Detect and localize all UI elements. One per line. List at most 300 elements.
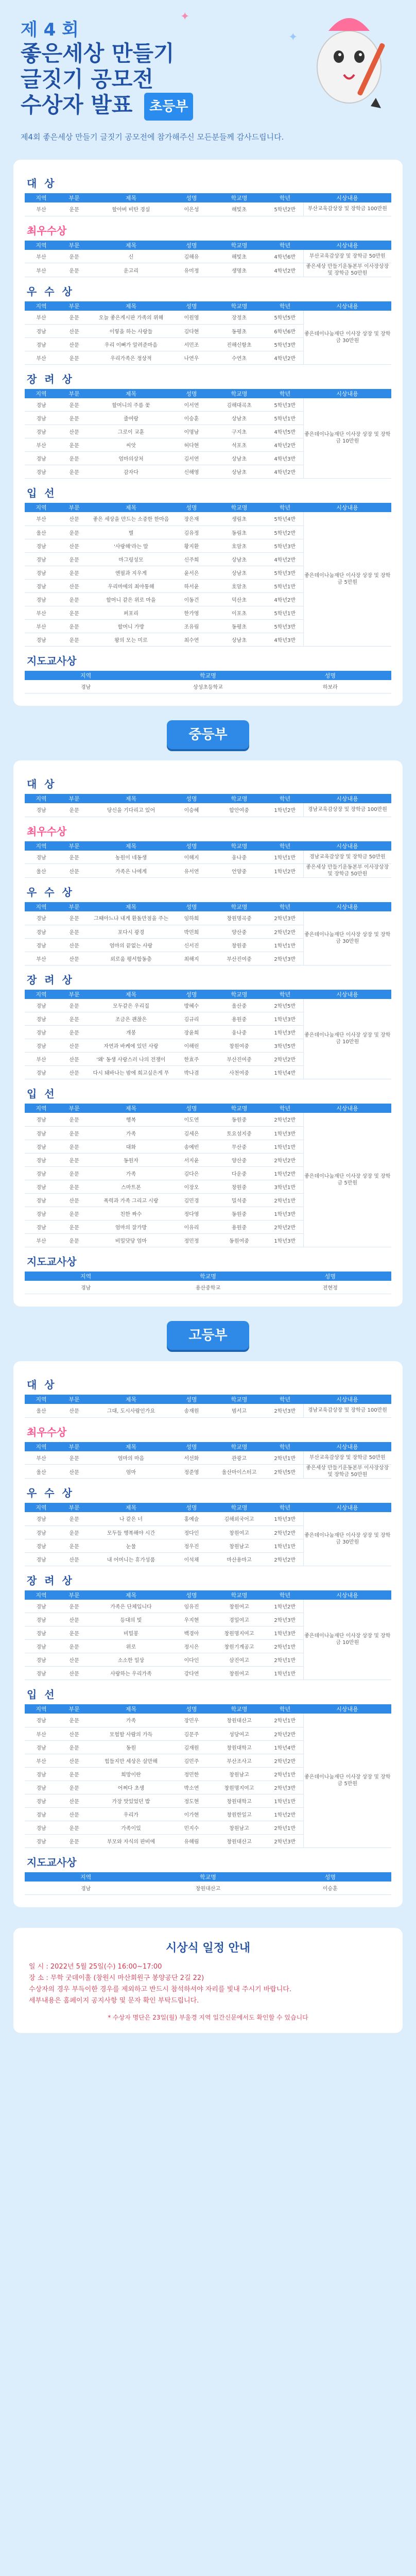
table-cell: 감자다 bbox=[91, 465, 171, 479]
table-cell: 경일여고 bbox=[212, 1613, 267, 1626]
section-title: 입 선 bbox=[27, 1688, 57, 1701]
table-cell: 울산 bbox=[25, 1465, 58, 1479]
table-cell: 부산진여중 bbox=[212, 1053, 267, 1066]
table-cell: 경남 bbox=[25, 911, 58, 925]
table-cell: 위로 bbox=[91, 1640, 171, 1653]
table-cell: 창원중 bbox=[212, 1180, 267, 1193]
table-cell: 5학년1반 bbox=[267, 412, 303, 425]
table-cell: 외로움 평서함동층 bbox=[91, 952, 171, 965]
table-cell: 동림초 bbox=[212, 526, 267, 539]
column-header: 성명 bbox=[171, 1395, 212, 1404]
table-cell: 이가현 bbox=[171, 1807, 212, 1821]
award-table bbox=[25, 794, 391, 817]
column-header: 성명 bbox=[171, 193, 212, 202]
table-cell: 2학년5반 bbox=[267, 999, 303, 1012]
table-cell: 경남 bbox=[25, 680, 147, 693]
table-cell: 다운중 bbox=[212, 1166, 267, 1180]
table-cell: 경남 bbox=[25, 1026, 58, 1039]
table-cell: 1학년3반 bbox=[267, 1012, 303, 1026]
table-cell: 울산중 bbox=[212, 999, 267, 1012]
table-row bbox=[25, 1113, 391, 1126]
column-header: 지역 bbox=[25, 1442, 58, 1451]
table-cell: 우리가족은 정상적 bbox=[91, 351, 171, 364]
table-cell: 경남 bbox=[25, 1220, 58, 1233]
table-cell: 산문 bbox=[58, 952, 91, 965]
table-cell: 비밀봉 bbox=[91, 1626, 171, 1640]
table-cell: 운문 bbox=[58, 1207, 91, 1220]
division-panel bbox=[13, 760, 403, 1307]
award-detail: 좋은데이나눔재단 이사장 상장 및 장학금 10만원 bbox=[303, 398, 391, 479]
award-detail: 좋은데이나눔재단 이사장 상장 및 장학금 5만원 bbox=[303, 1714, 391, 1848]
award-detail: 경남교육감상장 및 장학금 100만원 bbox=[303, 803, 391, 817]
table-cell: 1학년1반 bbox=[267, 1667, 303, 1680]
table-cell: 운문 bbox=[58, 1026, 91, 1039]
table-cell: 운문 bbox=[58, 1714, 91, 1727]
table-cell: 할머니 같은 위로 마을 bbox=[91, 592, 171, 606]
table-cell: 성당여고 bbox=[212, 1727, 267, 1740]
award-table bbox=[25, 990, 391, 1080]
table-cell: 우리가 bbox=[91, 1807, 171, 1821]
confetti-icon: ✦ bbox=[288, 31, 298, 44]
table-row bbox=[25, 1404, 391, 1417]
table-cell: 창원대산고 bbox=[212, 1834, 267, 1848]
column-header: 학교명 bbox=[147, 671, 269, 680]
award-detail: 좋은데이나눔재단 이사장 상장 및 장학금 30만원 bbox=[303, 311, 391, 364]
table-cell: 친한 짜수 bbox=[91, 1207, 171, 1220]
table-cell: 산문 bbox=[58, 1653, 91, 1667]
award-table bbox=[25, 389, 391, 479]
table-cell: 모두같은 우리집 bbox=[91, 999, 171, 1012]
table-cell: 용원중 bbox=[212, 1220, 267, 1233]
table-cell: 내 어머니는 휴가성품 bbox=[91, 1552, 171, 1566]
table-cell: 가족 bbox=[91, 1126, 171, 1140]
column-header: 성명 bbox=[171, 1704, 212, 1714]
column-header: 부문 bbox=[58, 301, 91, 311]
table-cell: 1학년1반 bbox=[267, 1539, 303, 1552]
table-cell: 나 같은 너 bbox=[91, 1512, 171, 1526]
table-cell: 운문 bbox=[58, 1166, 91, 1180]
table-cell: 그대, 도시사람인가요 bbox=[91, 1404, 171, 1417]
section-title: 장 려 상 bbox=[27, 372, 74, 385]
table-cell: 서민조 bbox=[171, 337, 212, 351]
header bbox=[0, 0, 416, 160]
section-title: 장 려 상 bbox=[27, 973, 74, 986]
award-table bbox=[25, 902, 391, 965]
column-header: 학교명 bbox=[212, 794, 267, 803]
table-cell: 부산 bbox=[25, 1053, 58, 1066]
column-header: 지역 bbox=[25, 193, 58, 202]
table-cell: 산문 bbox=[58, 1465, 91, 1479]
table-cell: 양산중 bbox=[212, 1153, 267, 1166]
table-cell: 1학년1반 bbox=[267, 1794, 303, 1807]
table-cell: 경남 bbox=[25, 1653, 58, 1667]
table-cell: 2학년2반 bbox=[267, 925, 303, 938]
table-cell: 운문 bbox=[58, 606, 91, 619]
table-row bbox=[25, 1451, 391, 1465]
column-header: 성명 bbox=[171, 301, 212, 311]
table-cell: 신 bbox=[91, 250, 171, 263]
column-header: 학년 bbox=[267, 1442, 303, 1451]
table-cell: 부산 bbox=[25, 438, 58, 452]
award-detail: 부산교육감상장 및 장학금 50만원 bbox=[303, 250, 391, 263]
table-cell: 2학년2반 bbox=[267, 1754, 303, 1767]
table-row bbox=[25, 1882, 391, 1895]
round-label: 제 4 회 bbox=[21, 20, 79, 40]
table-cell: 산문 bbox=[58, 1404, 91, 1417]
table-cell: 창원한일고 bbox=[212, 1807, 267, 1821]
table-cell: 운문 bbox=[58, 1767, 91, 1781]
table-cell: 산문 bbox=[58, 1613, 91, 1626]
column-header: 부문 bbox=[58, 503, 91, 512]
award-detail: 좋은데이나눔재단 이사장 상장 및 장학금 5만원 bbox=[303, 1113, 391, 1247]
table-cell: 방혜수 bbox=[171, 999, 212, 1012]
table-cell: 산문 bbox=[58, 1039, 91, 1053]
table-cell: 1학년3반 bbox=[267, 1512, 303, 1526]
table-cell: 경남 bbox=[25, 398, 58, 412]
column-header: 지역 bbox=[25, 671, 147, 680]
table-cell: 운문 bbox=[58, 311, 91, 324]
column-header: 제목 bbox=[91, 503, 171, 512]
table-cell: 하보라 bbox=[269, 680, 391, 693]
table-cell: 5학년1반 bbox=[267, 579, 303, 592]
column-header: 성명 bbox=[171, 990, 212, 999]
section-title: 최우수상 bbox=[27, 825, 67, 838]
table-cell: 이해린 bbox=[171, 1039, 212, 1053]
table-cell: 마그링성모 bbox=[91, 552, 171, 566]
table-cell: 운문 bbox=[58, 351, 91, 364]
award-table bbox=[25, 1503, 391, 1566]
table-cell: 경남 bbox=[25, 633, 58, 646]
column-header: 부문 bbox=[58, 1704, 91, 1714]
award-detail: 좋은데이나눔재단 이사장 상장 및 장학금 10만원 bbox=[303, 999, 391, 1079]
table-cell: 2학년3반 bbox=[267, 911, 303, 925]
table-cell: 산문 bbox=[58, 539, 91, 552]
table-cell: 마산용마고 bbox=[212, 1552, 267, 1566]
table-cell: 민지수 bbox=[171, 1821, 212, 1834]
table-cell: 부산 bbox=[25, 952, 58, 965]
column-header: 시상내용 bbox=[303, 1395, 391, 1404]
column-header: 부문 bbox=[58, 241, 91, 250]
table-cell: 2학년1반 bbox=[267, 1714, 303, 1727]
table-cell: 1학년2반 bbox=[267, 1600, 303, 1613]
table-cell: 유서연 bbox=[171, 864, 212, 878]
column-header: 제목 bbox=[91, 1503, 171, 1512]
award-table bbox=[25, 841, 391, 878]
table-cell: 합안여중 bbox=[212, 803, 267, 817]
table-cell: 2학년3반 bbox=[267, 1781, 303, 1794]
table-cell: 이석채 bbox=[171, 1552, 212, 1566]
table-cell: 경남 bbox=[25, 1667, 58, 1680]
table-cell: 김해외국어고 bbox=[212, 1512, 267, 1526]
table-cell: 부산 bbox=[25, 1754, 58, 1767]
title-line-3-text: 수상자 발표 bbox=[21, 92, 133, 117]
table-cell: 운문 bbox=[58, 1220, 91, 1233]
table-cell: 그때아느냐 내게 환돌만점을 주는 bbox=[91, 911, 171, 925]
column-header: 지역 bbox=[25, 503, 58, 512]
table-cell: 경남 bbox=[25, 1066, 58, 1079]
column-header: 성명 bbox=[171, 389, 212, 398]
table-cell: 박나겸 bbox=[171, 1066, 212, 1079]
division-badge: 중등부 bbox=[167, 720, 249, 749]
table-cell: 모두들 행복해야 시간 bbox=[91, 1526, 171, 1539]
table-cell: 상성초등학교 bbox=[147, 680, 269, 693]
table-cell: 용산중학교 bbox=[147, 1281, 269, 1294]
table-cell: 1학년4반 bbox=[267, 1740, 303, 1754]
table-cell: 4학년6반 bbox=[267, 250, 303, 263]
column-header: 제목 bbox=[91, 1442, 171, 1451]
column-header: 제목 bbox=[91, 1704, 171, 1714]
table-cell: 창원여고 bbox=[212, 1667, 267, 1680]
table-cell: 4학년2반 bbox=[267, 438, 303, 452]
table-cell: 운문 bbox=[58, 1740, 91, 1754]
table-row bbox=[25, 202, 391, 216]
table-cell: 장은재 bbox=[171, 512, 212, 526]
table-cell: 경남 bbox=[25, 1281, 147, 1294]
column-header: 시상내용 bbox=[303, 1104, 391, 1113]
column-header: 학교명 bbox=[212, 193, 267, 202]
divisions-container bbox=[0, 160, 416, 1907]
table-row bbox=[25, 398, 391, 412]
table-cell: 1학년3반 bbox=[267, 1626, 303, 1640]
mentor-table bbox=[25, 1272, 391, 1295]
table-cell: 창원대학고 bbox=[212, 1740, 267, 1754]
table-cell: 창원여고 bbox=[212, 1600, 267, 1613]
table-cell: 김문주 bbox=[171, 1727, 212, 1740]
column-header: 성명 bbox=[269, 671, 391, 680]
column-header: 학년 bbox=[267, 241, 303, 250]
column-header: 부문 bbox=[58, 1442, 91, 1451]
table-cell: 울산마이스터고 bbox=[212, 1465, 267, 1479]
table-cell: 토요섬지중 bbox=[212, 1126, 267, 1140]
column-header: 지역 bbox=[25, 1872, 147, 1882]
table-cell: 5학년3반 bbox=[267, 337, 303, 351]
table-cell: 줄여랑 bbox=[91, 412, 171, 425]
mentor-title: 지도교사상 bbox=[27, 654, 77, 667]
table-cell: 웅나중 bbox=[212, 1026, 267, 1039]
column-header: 시상내용 bbox=[303, 193, 391, 202]
table-cell: 김해대곡초 bbox=[212, 398, 267, 412]
table-cell: 비밀닷당 엄마 bbox=[91, 1233, 171, 1247]
table-cell: 운문 bbox=[58, 619, 91, 633]
table-cell: 2학년2반 bbox=[267, 1153, 303, 1166]
table-cell: 운문 bbox=[58, 592, 91, 606]
table-cell: 1학년2반 bbox=[267, 864, 303, 878]
table-cell: 울산 bbox=[25, 526, 58, 539]
table-cell: 운문 bbox=[58, 1113, 91, 1126]
column-header: 학년 bbox=[267, 1395, 303, 1404]
table-cell: 경남 bbox=[25, 465, 58, 479]
table-cell: 상남초 bbox=[212, 465, 267, 479]
table-cell: 운문 bbox=[58, 263, 91, 277]
column-header: 학년 bbox=[267, 841, 303, 851]
table-cell: 신해영 bbox=[171, 465, 212, 479]
column-header: 부문 bbox=[58, 1395, 91, 1404]
column-header: 성명 bbox=[269, 1272, 391, 1281]
column-header: 부문 bbox=[58, 990, 91, 999]
table-cell: 경남 bbox=[25, 1012, 58, 1026]
column-header: 학교명 bbox=[212, 1104, 267, 1113]
award-table bbox=[25, 503, 391, 647]
table-cell: 산문 bbox=[58, 938, 91, 952]
table-cell: 박소연 bbox=[171, 1781, 212, 1794]
thanks-note: 제4회 좋은세상 만들기 글짓기 공모전에 참가해주신 모든분들께 감사드립니다. bbox=[21, 132, 284, 142]
mascot-icon bbox=[292, 5, 395, 113]
table-cell: 운문 bbox=[58, 438, 91, 452]
column-header: 제목 bbox=[91, 241, 171, 250]
table-cell: 경남 bbox=[25, 579, 58, 592]
award-table bbox=[25, 1395, 391, 1418]
table-cell: 유미정 bbox=[171, 263, 212, 277]
table-cell: 부산 bbox=[25, 202, 58, 216]
table-cell: 경남 bbox=[25, 1640, 58, 1653]
table-cell: 경남 bbox=[25, 539, 58, 552]
column-header: 학교명 bbox=[212, 389, 267, 398]
table-cell: 오늘 좋은게시판 가족의 위해 bbox=[91, 311, 171, 324]
award-table bbox=[25, 193, 391, 216]
table-cell: 운문 bbox=[58, 999, 91, 1012]
table-cell: 우지현 bbox=[171, 1613, 212, 1626]
table-cell: 운문 bbox=[58, 1140, 91, 1153]
table-cell: 부산 bbox=[25, 1727, 58, 1740]
column-header: 학년 bbox=[267, 503, 303, 512]
table-row bbox=[25, 311, 391, 324]
award-table bbox=[25, 1442, 391, 1479]
table-cell: 김민주 bbox=[171, 1754, 212, 1767]
column-header: 제목 bbox=[91, 193, 171, 202]
table-cell: 우리 이뻐가 알려준마음 bbox=[91, 337, 171, 351]
table-cell: 송예빈 bbox=[171, 1140, 212, 1153]
table-cell: 하서윤 bbox=[171, 579, 212, 592]
column-header: 제목 bbox=[91, 794, 171, 803]
column-header: 학교명 bbox=[212, 1704, 267, 1714]
table-cell: 창원대산고 bbox=[212, 1714, 267, 1727]
table-cell: 운문 bbox=[58, 1834, 91, 1848]
table-cell: 4학년2반 bbox=[267, 592, 303, 606]
section-title: 대 상 bbox=[27, 1379, 57, 1391]
table-cell: 2학년2반 bbox=[267, 1727, 303, 1740]
table-cell: 정민한 bbox=[171, 1767, 212, 1781]
column-header: 시상내용 bbox=[303, 794, 391, 803]
table-cell: 경남 bbox=[25, 1180, 58, 1193]
table-cell: 운문 bbox=[58, 633, 91, 646]
table-cell: 2학년2반 bbox=[267, 1552, 303, 1566]
table-cell: 운문 bbox=[58, 1451, 91, 1465]
division-panel bbox=[13, 1361, 403, 1907]
column-header: 학교명 bbox=[212, 301, 267, 311]
table-cell: 부산 bbox=[25, 1233, 58, 1247]
table-cell: 석포초 bbox=[212, 438, 267, 452]
table-cell: 김서연 bbox=[171, 452, 212, 465]
column-header: 지역 bbox=[25, 1590, 58, 1600]
table-cell: 경남 bbox=[25, 938, 58, 952]
table-cell: 김세은 bbox=[171, 1126, 212, 1140]
column-header: 성명 bbox=[171, 841, 212, 851]
table-cell: 운문 bbox=[58, 1526, 91, 1539]
title-line-1: 좋은세상 만들기 bbox=[21, 41, 175, 66]
column-header: 성명 bbox=[171, 1104, 212, 1113]
table-cell: 5학년3반 bbox=[267, 539, 303, 552]
table-row bbox=[25, 851, 391, 864]
column-header: 지역 bbox=[25, 301, 58, 311]
column-header: 학년 bbox=[267, 301, 303, 311]
table-cell: 양산중 bbox=[212, 925, 267, 938]
column-header: 부문 bbox=[58, 1590, 91, 1600]
table-cell: 눈물 bbox=[91, 1539, 171, 1552]
table-cell: 농원이 네동생 bbox=[91, 851, 171, 864]
table-cell: 경남 bbox=[25, 1740, 58, 1754]
table-cell: 경남 bbox=[25, 592, 58, 606]
table-cell: 덕산초 bbox=[212, 592, 267, 606]
column-header: 지역 bbox=[25, 902, 58, 911]
table-cell: 상남초 bbox=[212, 633, 267, 646]
table-cell: 해빛초 bbox=[212, 250, 267, 263]
table-cell: 1학년4반 bbox=[267, 1066, 303, 1079]
column-header: 부문 bbox=[58, 1104, 91, 1113]
table-cell: 경남 bbox=[25, 1153, 58, 1166]
table-cell: 호암초 bbox=[212, 539, 267, 552]
column-header: 지역 bbox=[25, 1704, 58, 1714]
table-row bbox=[25, 512, 391, 526]
award-detail: 좋은세상 만들기운동본부 이사장상장 및 장학금 50만원 bbox=[303, 1465, 391, 1479]
table-cell: 3학년5반 bbox=[267, 1039, 303, 1053]
column-header: 성명 bbox=[269, 1872, 391, 1882]
table-cell: 이승혜 bbox=[171, 803, 212, 817]
table-cell: 운문 bbox=[58, 398, 91, 412]
table-cell: 운문 bbox=[58, 1153, 91, 1166]
section-title: 장 려 상 bbox=[27, 1574, 74, 1587]
table-cell: 1학년3반 bbox=[267, 1207, 303, 1220]
table-cell: 경남 bbox=[25, 851, 58, 864]
ceremony-footer: * 수상자 명단은 23일(월) 부울경 지역 일간신문에서도 확인할 수 있습니다 bbox=[108, 2014, 308, 2021]
column-header: 학년 bbox=[267, 1503, 303, 1512]
table-cell: 이승훈 bbox=[269, 1882, 391, 1895]
table-cell: 2학년2반 bbox=[267, 1526, 303, 1539]
division-panel bbox=[13, 160, 403, 706]
table-cell: 동원중 bbox=[212, 1113, 267, 1126]
title-line-2: 글짓기 공모전 bbox=[21, 66, 154, 92]
table-row bbox=[25, 1281, 391, 1294]
table-cell: 동원여중 bbox=[212, 1233, 267, 1247]
table-cell: 1학년2반 bbox=[267, 1807, 303, 1821]
table-cell: 우리마에의 최야통해 bbox=[91, 579, 171, 592]
award-table bbox=[25, 301, 391, 365]
table-cell: 산문 bbox=[58, 1794, 91, 1807]
table-cell: 경남 bbox=[25, 1781, 58, 1794]
column-header: 시상내용 bbox=[303, 1704, 391, 1714]
ceremony-title: 시상식 일정 안내 bbox=[165, 1942, 251, 1955]
table-cell: 장정초 bbox=[212, 311, 267, 324]
column-header: 학교명 bbox=[212, 841, 267, 851]
table-cell: 1학년1반 bbox=[267, 1140, 303, 1153]
column-header: 학교명 bbox=[147, 1272, 269, 1281]
table-cell: 창원명곡중 bbox=[212, 911, 267, 925]
column-header: 지역 bbox=[25, 389, 58, 398]
table-row bbox=[25, 1465, 391, 1479]
table-cell: 가족 bbox=[91, 1166, 171, 1180]
table-cell: 사랑하는 우리가족 bbox=[91, 1667, 171, 1680]
table-cell: 가족 bbox=[91, 1714, 171, 1727]
table-cell: 왕의 모는 미로 bbox=[91, 633, 171, 646]
table-cell: 산문 bbox=[58, 579, 91, 592]
table-cell: 운문 bbox=[58, 250, 91, 263]
table-cell: 강다연 bbox=[171, 1667, 212, 1680]
table-cell: 부모와 자식의 판비에 bbox=[91, 1834, 171, 1848]
table-cell: 창원남고 bbox=[212, 1767, 267, 1781]
table-cell: 이승훈 bbox=[171, 412, 212, 425]
table-cell: 가장 맛있었던 밥 bbox=[91, 1794, 171, 1807]
table-cell: 2학년1반 bbox=[267, 1767, 303, 1781]
table-cell: 한효주 bbox=[171, 1053, 212, 1066]
